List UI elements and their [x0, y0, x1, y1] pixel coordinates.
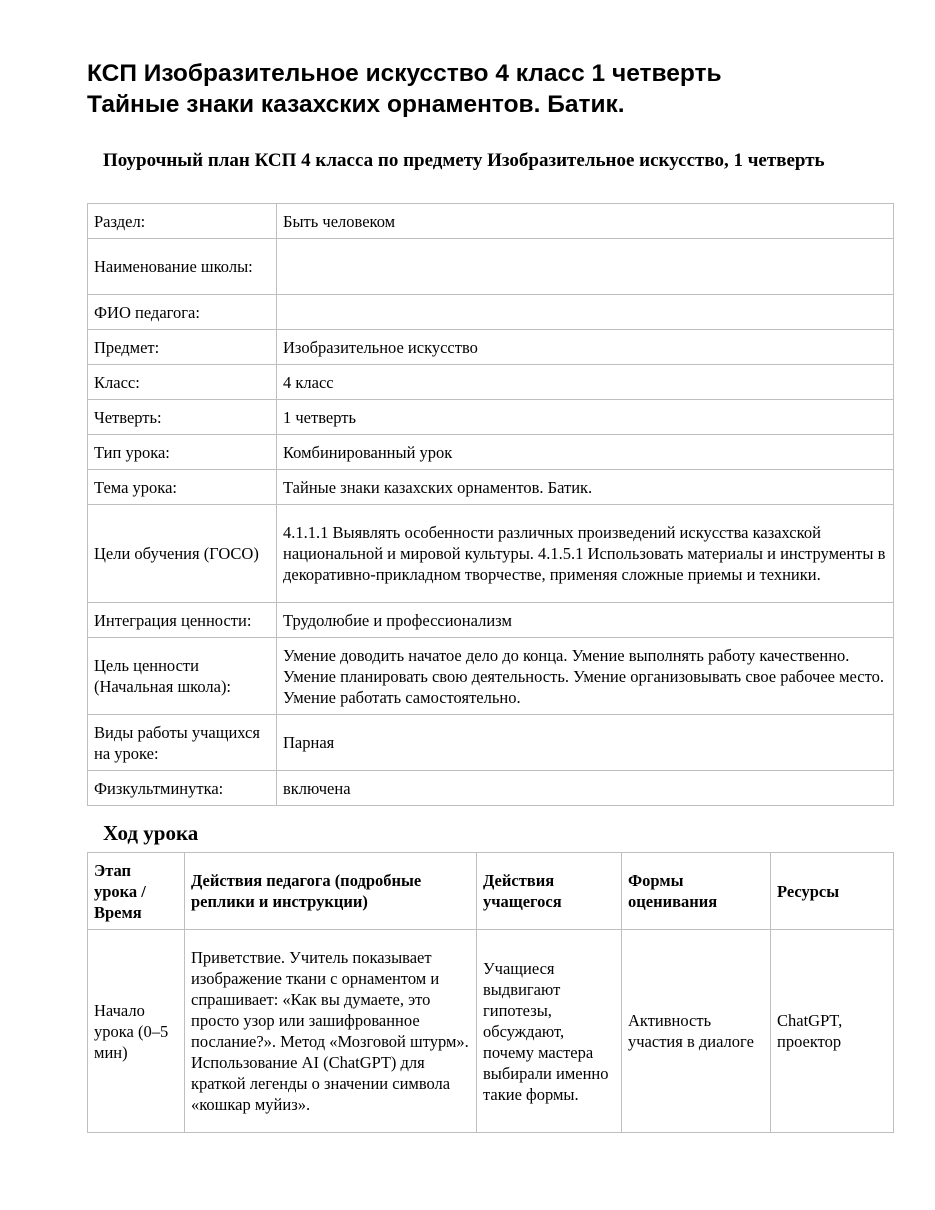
info-label: Интеграция ценности:	[88, 603, 277, 638]
info-label: Виды работы учащихся на уроке:	[88, 715, 277, 771]
info-row-section	[88, 204, 894, 239]
info-label: Физкультминутка:	[88, 771, 277, 806]
info-row-physical-break	[88, 771, 894, 806]
info-value: 4 класс	[277, 365, 894, 400]
info-row-learning-goals	[88, 505, 894, 603]
info-row-subject	[88, 330, 894, 365]
info-value: Комбинированный урок	[277, 435, 894, 470]
header-teacher-actions: Действия педагога (подробные реплики и инструкции)	[185, 853, 477, 930]
info-value: Тайные знаки казахских орнаментов. Батик.	[277, 470, 894, 505]
header-student-actions: Действия учащегося	[477, 853, 622, 930]
lesson-progress-table	[87, 852, 894, 1133]
cell-assessment: Активность участия в диалоге	[622, 930, 771, 1133]
info-label: Наименование школы:	[88, 239, 277, 295]
info-value: Трудолюбие и профессионализм	[277, 603, 894, 638]
info-label: Предмет:	[88, 330, 277, 365]
info-row-school	[88, 239, 894, 295]
info-label: Тема урока:	[88, 470, 277, 505]
info-row-work-types	[88, 715, 894, 771]
page-title	[87, 58, 887, 120]
info-value: Быть человеком	[277, 204, 894, 239]
info-row-value-integration	[88, 603, 894, 638]
info-label: Четверть:	[88, 400, 277, 435]
lesson-info-table	[87, 203, 894, 806]
plan-subtitle: Поурочный план КСП 4 класса по предмету Изобразительное искусство, 1 четверть	[103, 150, 825, 171]
cell-stage: Начало урока (0–5 мин)	[88, 930, 185, 1133]
info-value: Парная	[277, 715, 894, 771]
info-label: Класс:	[88, 365, 277, 400]
info-value	[277, 295, 894, 330]
info-row-lesson-type	[88, 435, 894, 470]
table-row	[88, 930, 894, 1133]
info-value: включена	[277, 771, 894, 806]
info-row-quarter	[88, 400, 894, 435]
info-label: ФИО педагога:	[88, 295, 277, 330]
info-label: Цель ценности (Начальная школа):	[88, 638, 277, 715]
info-label: Раздел:	[88, 204, 277, 239]
cell-student-actions: Учащиеся выдвигают гипотезы, обсуждают, почему мастера выбирали именно такие формы.	[477, 930, 622, 1133]
info-value: Изобразительное искусство	[277, 330, 894, 365]
header-stage: Этап урока / Время	[88, 853, 185, 930]
info-label: Тип урока:	[88, 435, 277, 470]
info-row-value-goal	[88, 638, 894, 715]
page-title-line-1: КСП Изобразительное искусство 4 класс 1 четверть	[87, 60, 722, 87]
lesson-table-header	[88, 853, 894, 930]
info-value: Умение доводить начатое дело до конца. Умение выполнять работу качественно. Умение планировать свою деятельность. Умение организовывать свое рабочее место. Умение работать самостоятельно.	[277, 638, 894, 715]
page-title-line-2: Тайные знаки казахских орнаментов. Батик.	[87, 91, 625, 118]
info-row-teacher	[88, 295, 894, 330]
info-label: Цели обучения (ГОСО)	[88, 505, 277, 603]
cell-teacher-actions: Приветствие. Учитель показывает изображение ткани с орнаментом и спрашивает: «Как вы думаете, это просто узор или зашифрованное послание?». Метод «Мозговой штурм». Использование AI (ChatGPT) для краткой легенды о значении символа «кошкар муйиз».	[185, 930, 477, 1133]
info-value: 1 четверть	[277, 400, 894, 435]
header-resources: Ресурсы	[771, 853, 894, 930]
lesson-progress-title: Ход урока	[103, 821, 199, 845]
header-assessment: Формы оценивания	[622, 853, 771, 930]
cell-resources: ChatGPT, проектор	[771, 930, 894, 1133]
info-row-grade	[88, 365, 894, 400]
info-row-topic	[88, 470, 894, 505]
info-value: 4.1.1.1 Выявлять особенности различных произведений искусства казахской национальной и мировой культуры. 4.1.5.1 Использовать материалы и инструменты в декоративно-прикладном творчестве, применяя сложные приемы и техники.	[277, 505, 894, 603]
info-value	[277, 239, 894, 295]
